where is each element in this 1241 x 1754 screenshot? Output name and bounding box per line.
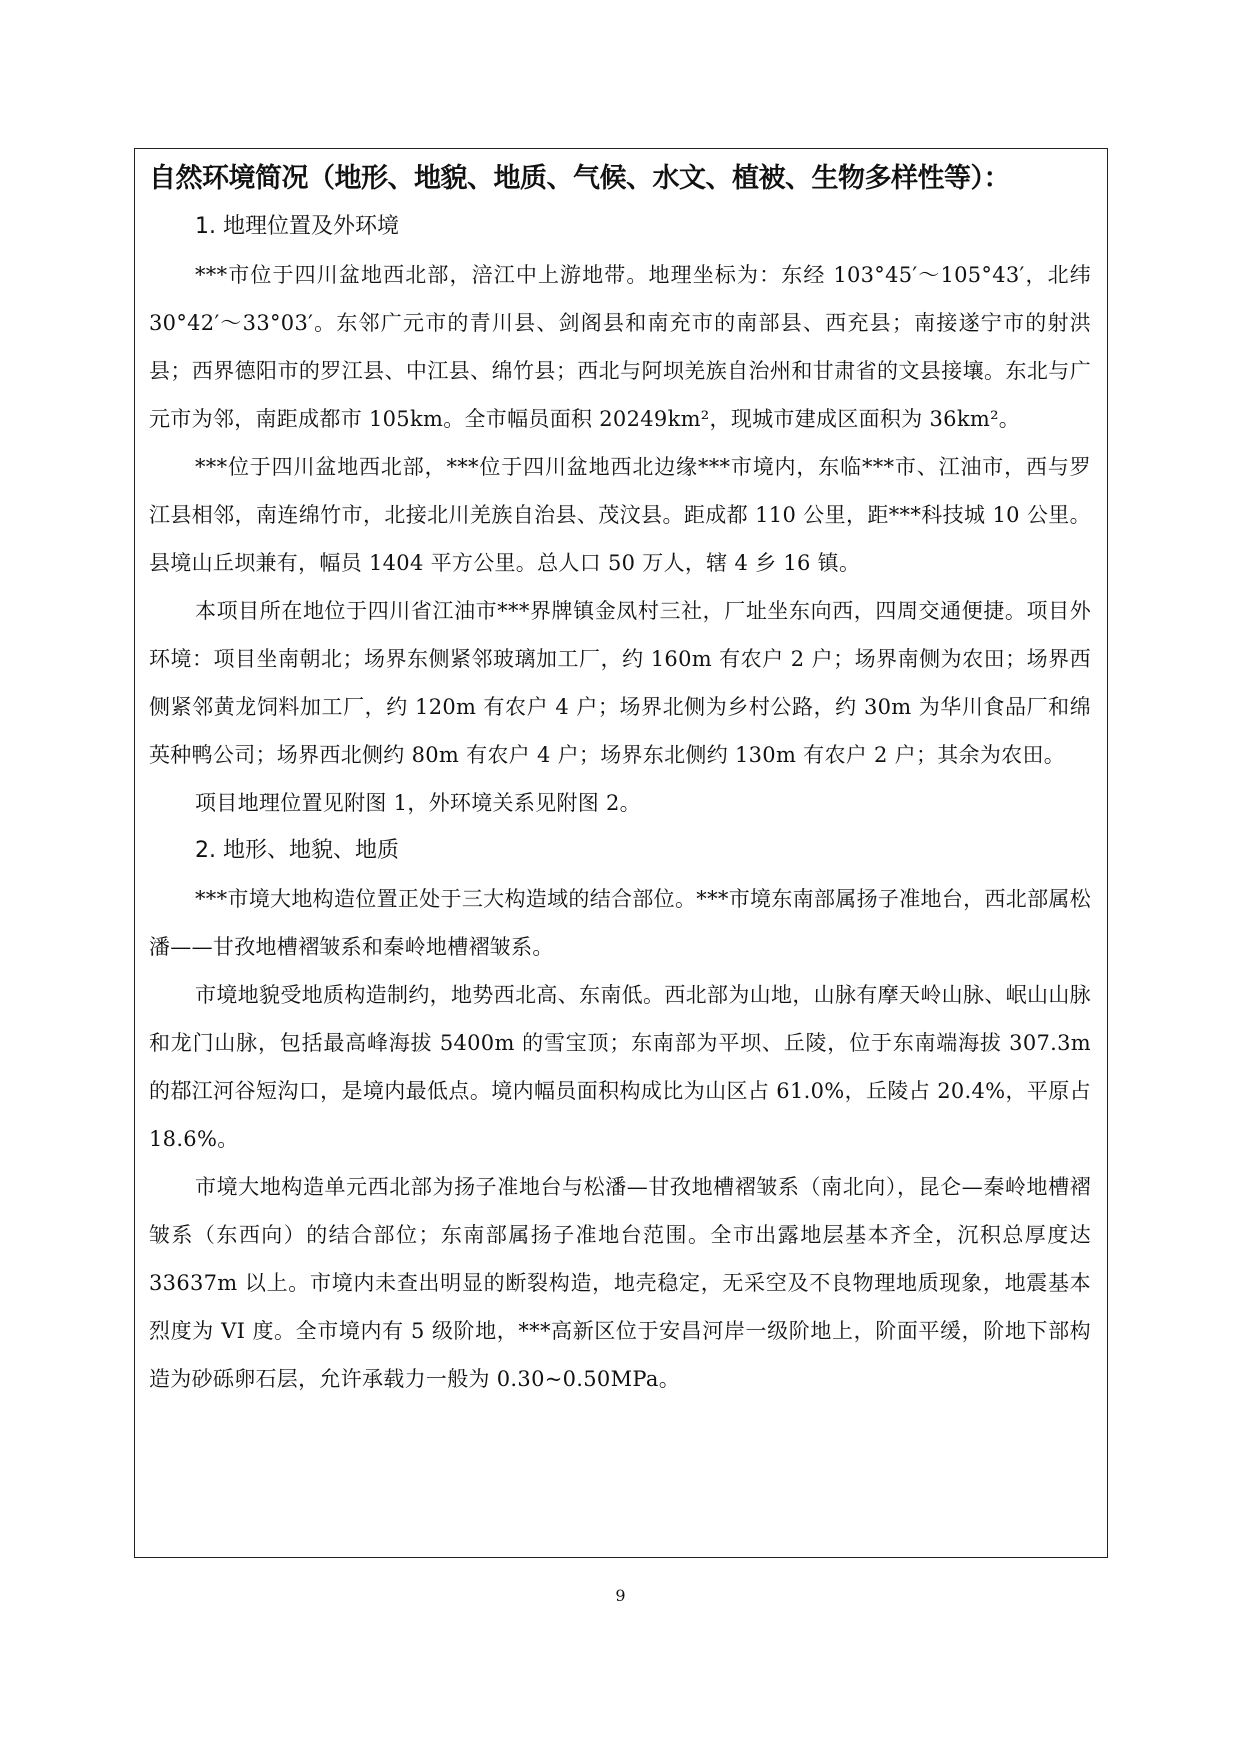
paragraph: ***市境大地构造位置正处于三大构造域的结合部位。***市境东南部属扬子准地台，西北部属松潘——甘孜地槽褶皱系和秦岭地槽褶皱系。 (149, 887, 1091, 959)
paragraph: ***位于四川盆地西北部，***位于四川盆地西北边缘***市境内，东临***市、江油市，西与罗江县相邻，南连绵竹市，北接北川羌族自治县、茂汶县。距成都 110 公里，距***科技城 10 公里。县境山丘坝兼有，幅员 1404 平方公里。总人口 50 万人，辖 4 乡 16 镇。 (149, 455, 1091, 575)
paragraph: ***市位于四川盆地西北部，涪江中上游地带。地理坐标为：东经 103°45′～105°43′，北纬 30°42′～33°03′。东邻广元市的青川县、剑阁县和南充市的南部县、西充县；南接遂宁市的射洪县；西界德阳市的罗江县、中江县、绵竹县；西北与阿坝羌族自治州和甘肃省的文县接壤。东北与广元市为邻，南距成都市 105km。全市幅员面积 20249km²，现城市建成区面积为 36km²。 (149, 263, 1091, 431)
section-heading: 自然环境简况（地形、地貌、地质、气候、水文、植被、生物多样性等）： (149, 163, 1010, 194)
subsection-title-terrain: 2. 地形、地貌、地质 (195, 838, 399, 863)
paragraph: 项目地理位置见附图 1，外环境关系见附图 2。 (195, 791, 641, 815)
subsection-title-location: 1. 地理位置及外环境 (195, 214, 399, 239)
page-number: 9 (615, 1586, 626, 1605)
paragraph: 市境地貌受地质构造制约，地势西北高、东南低。西北部为山地，山脉有摩天岭山脉、岷山山脉和龙门山脉，包括最高峰海拔 5400m 的雪宝顶；东南部为平坝、丘陵，位于东南端海拔 307.3m 的鄀江河谷短沟口，是境内最低点。境内幅员面积构成比为山区占 61.0%，丘陵占 20.4%，平原占 18.6%。 (149, 983, 1091, 1151)
paragraph: 本项目所在地位于四川省江油市***界牌镇金凤村三社，厂址坐东向西，四周交通便捷。项目外环境：项目坐南朝北；场界东侧紧邻玻璃加工厂，约 160m 有农户 2 户；场界南侧为农田；场界西侧紧邻黄龙饲料加工厂，约 120m 有农户 4 户；场界北侧为乡村公路，约 30m 为华川食品厂和绵英种鸭公司；场界西北侧约 80m 有农户 4 户；场界东北侧约 130m 有农户 2 户；其余为农田。 (149, 599, 1091, 767)
paragraph: 市境大地构造单元西北部为扬子准地台与松潘—甘孜地槽褶皱系（南北向），昆仑—秦岭地槽褶皱系（东西向）的结合部位；东南部属扬子准地台范围。全市出露地层基本齐全，沉积总厚度达 33637m 以上。市境内未查出明显的断裂构造，地壳稳定，无采空及不良物理地质现象，地震基本烈度为 VI 度。全市境内有 5 级阶地，***高新区位于安昌河岸一级阶地上，阶面平缓，阶地下部构造为砂砾卵石层，允许承载力一般为 0.30~0.50MPa。 (149, 1175, 1091, 1391)
content-frame (134, 148, 1108, 1558)
